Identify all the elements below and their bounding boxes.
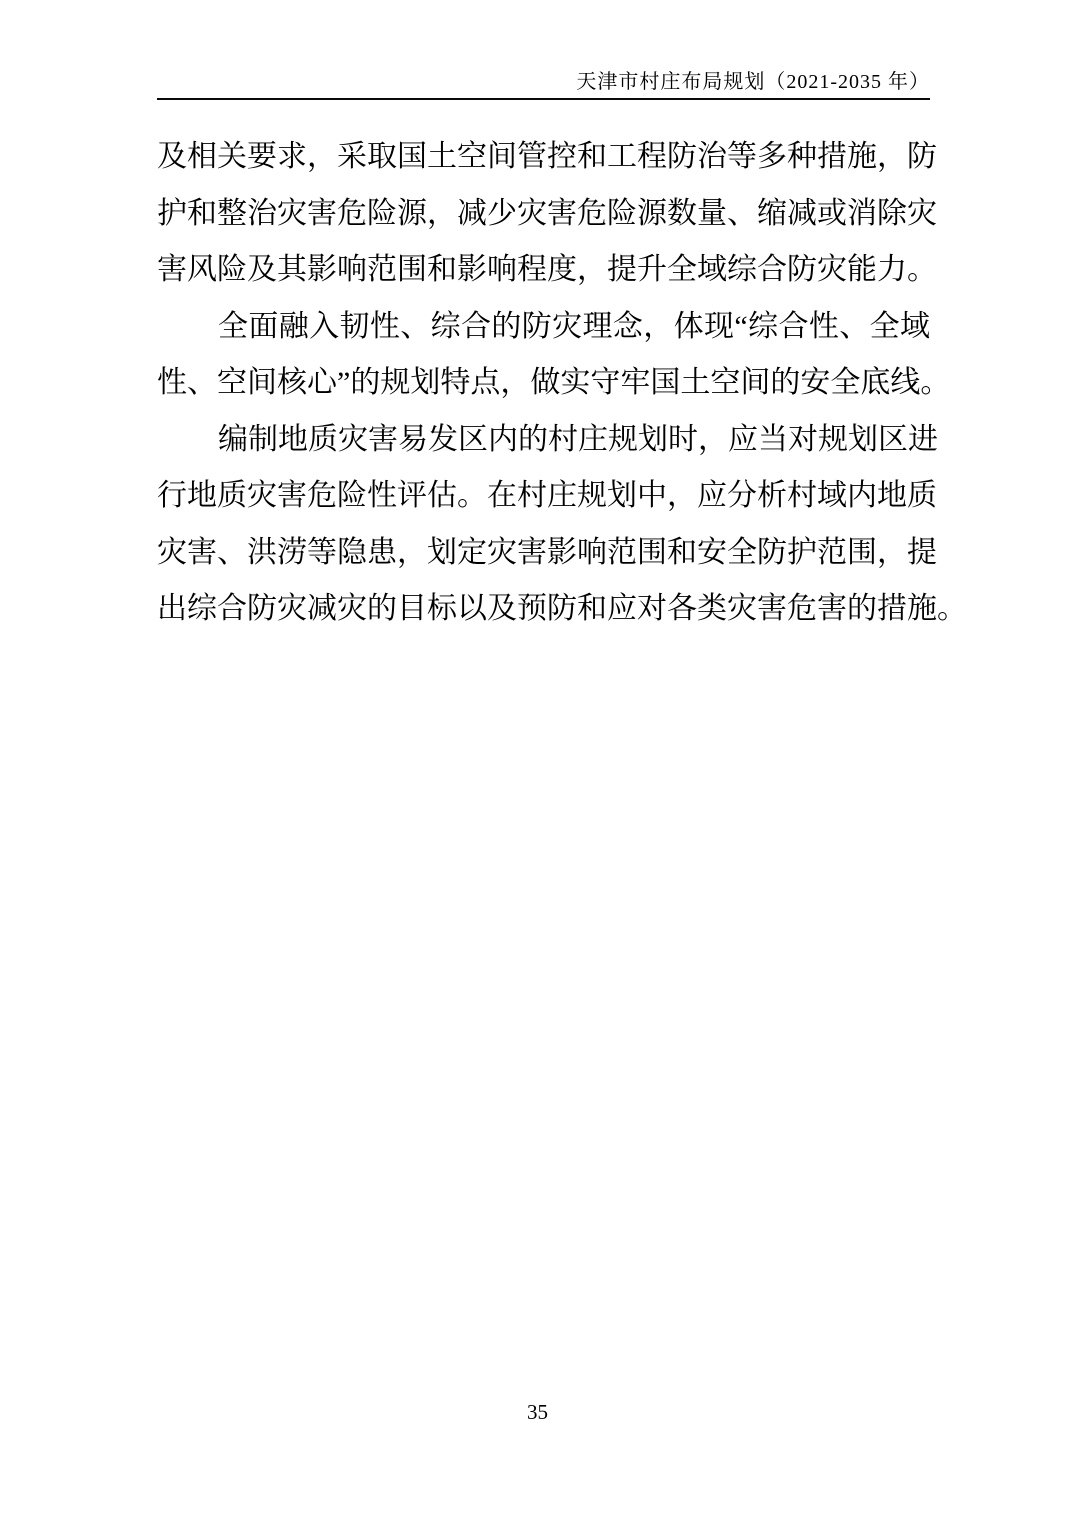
body-line-paragraph-start: 编 制 地 质 灾 害 易 发 区 内 的 村 庄 规 划 时 ， 应 当 对 规 划 区 进 — [218, 422, 938, 456]
body-line: 及 相 关 要 求 ， 采 取 国 土 空 间 管 控 和 工 程 防 治 等 多 种 措 施 ， 防 — [157, 140, 937, 173]
body-line: 护 和 整 治 灾 害 危 险 源 ， 减 少 灾 害 危 险 源 数 量 、 缩 减 或 消 除 灾 — [157, 196, 937, 230]
body-line-paragraph-start: 全 面 融 入 韧 性 、 综 合 的 防 灾 理 念 ， 体 现 “ 综 合 性 、 全 域 — [218, 309, 930, 343]
page-footer — [0, 1398, 1075, 1426]
body-line: 出 综 合 防 灾 减 灾 的 目 标 以 及 预 防 和 应 对 各 类 灾 害 危 害 的 措 施 。 — [157, 592, 967, 625]
body-text-block — [157, 129, 967, 638]
body-line: 行 地 质 灾 害 危 险 性 评 估 。 在 村 庄 规 划 中 ， 应 分 析 村 域 内 地 质 — [157, 479, 937, 512]
body-line: 害 风 险 及 其 影 响 范 围 和 影 响 程 度 ， 提 升 全 域 综 合 防 灾 能 力 。 — [157, 253, 937, 286]
body-line: 性 、 空 间 核 心 ” 的 规 划 特 点 ， 做 实 守 牢 国 土 空 间 的 安 全 底 线 。 — [157, 366, 951, 399]
body-line: 灾 害 、 洪 涝 等 隐 患 ， 划 定 灾 害 影 响 范 围 和 安 全 防 护 范 围 ， 提 — [157, 535, 937, 569]
page-number: 35 — [527, 1400, 548, 1424]
header-title: 天津市村庄布局规划（2021-2035 年） — [576, 71, 930, 93]
page-header — [157, 70, 930, 100]
